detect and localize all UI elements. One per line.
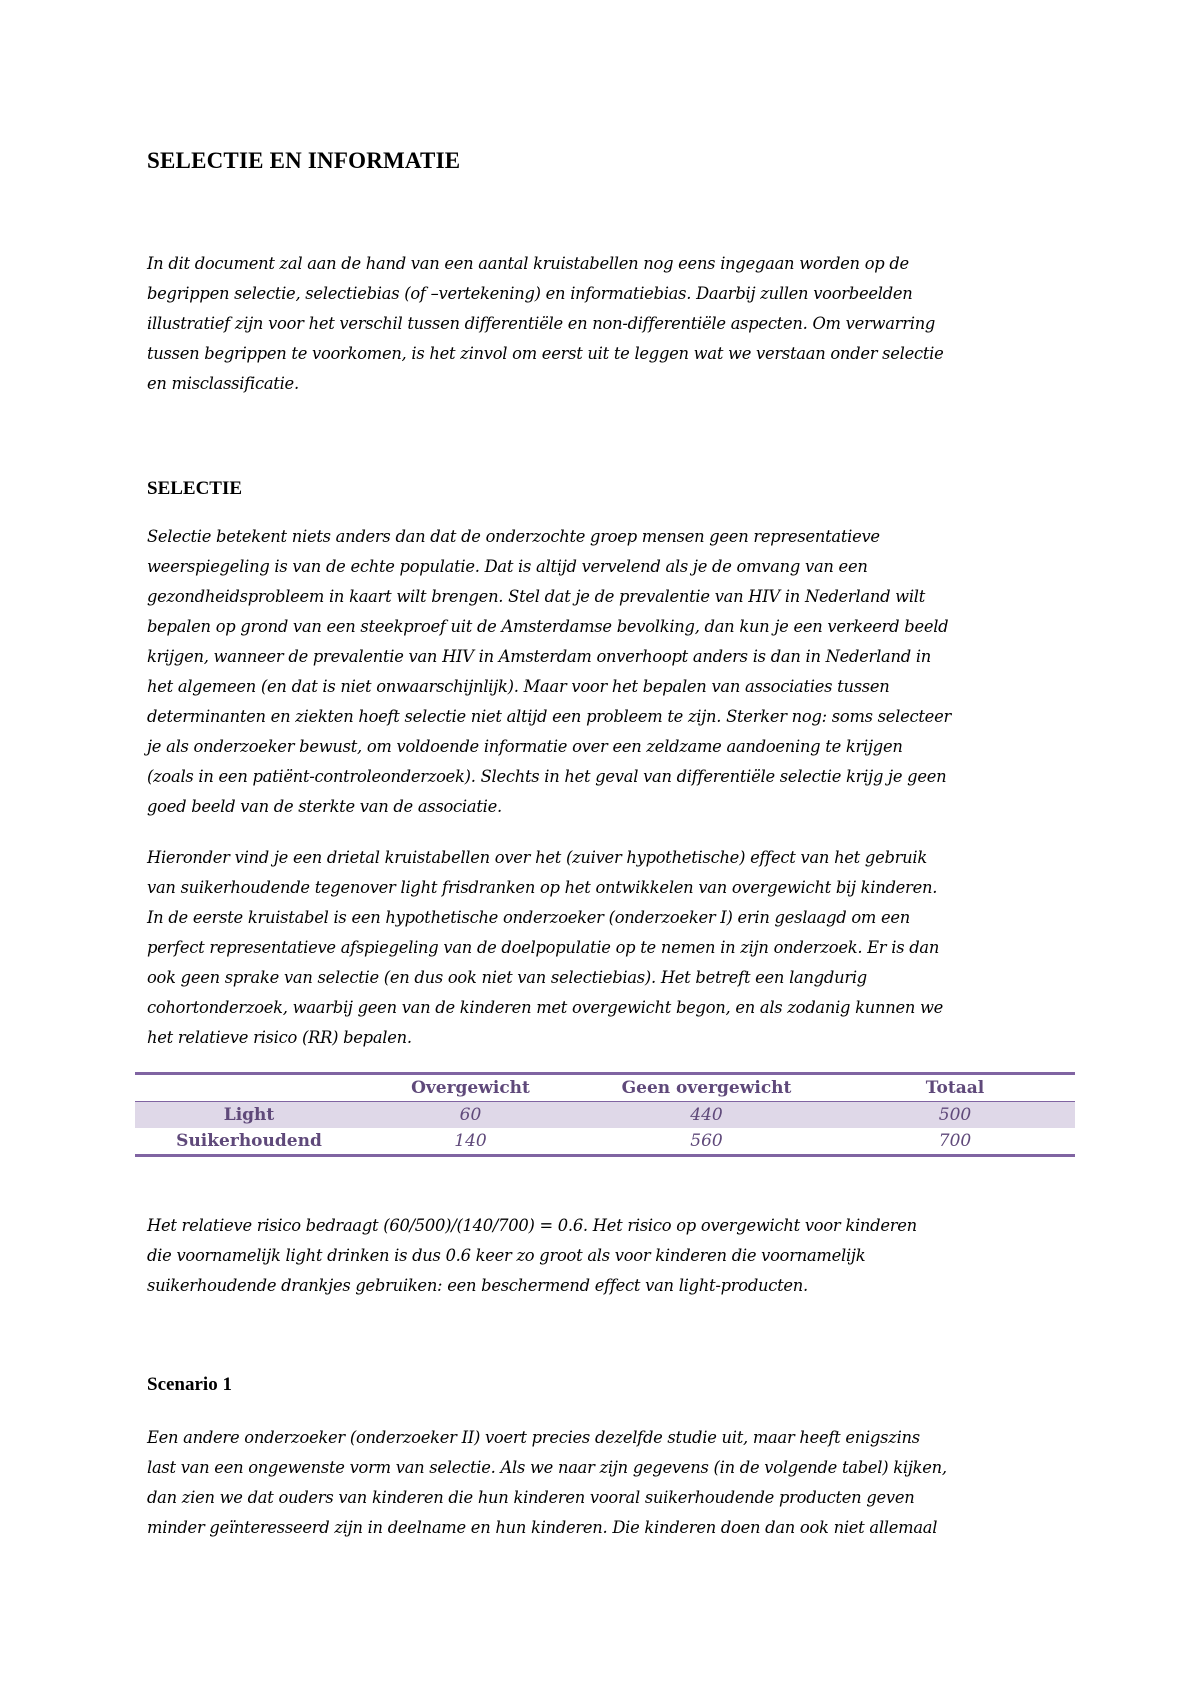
text-line: suikerhoudende drankjes gebruiken: een beschermend effect van light-producten. <box>147 1276 808 1295</box>
text-line: ook geen sprake van selectie (en dus ook niet van selectiebias). Het betreft een langdurig <box>147 968 867 987</box>
text-line: goed beeld van de sterkte van de associatie. <box>147 797 502 816</box>
scenario-1-heading: Scenario 1 <box>147 1374 232 1395</box>
after-table-paragraph <box>147 1211 1062 1301</box>
text-line: (zoals in een patiënt-controleonderzoek). Slechts in het geval van differentiële selectie krijg je geen <box>147 767 947 786</box>
table-cell: 500 <box>938 1105 972 1125</box>
table-header-row <box>135 1074 1075 1102</box>
scenario-1-paragraph <box>147 1423 1062 1543</box>
text-line: Het relatieve risico bedraagt (60/500)/(140/700) = 0.6. Het risico op overgewicht voor kinderen <box>147 1216 917 1235</box>
text-line: In dit document zal aan de hand van een aantal kruistabellen nog eens ingegaan worden op de <box>147 254 909 273</box>
text-line: determinanten en ziekten hoeft selectie niet altijd een probleem te zijn. Sterker nog: soms selecteer <box>147 707 951 726</box>
text-line: gezondheidsprobleem in kaart wilt brengen. Stel dat je de prevalentie van HIV in Nederland wilt <box>147 587 926 606</box>
cross-table <box>135 1072 1075 1157</box>
text-line: het algemeen (en dat is niet onwaarschijnlijk). Maar voor het bepalen van associaties tussen <box>147 677 890 696</box>
text-line: perfect representatieve afspiegeling van de doelpopulatie op te nemen in zijn onderzoek. Er is dan <box>147 938 940 957</box>
text-line: cohortonderzoek, waarbij geen van de kinderen met overgewicht begon, en als zodanig kunnen we <box>147 998 944 1017</box>
row-label: Light <box>223 1105 275 1125</box>
table-header-cell: Overgewicht <box>411 1078 530 1098</box>
text-line: bepalen op grond van een steekproef uit de Amsterdamse bevolking, dan kun je een verkeerd beeld <box>147 617 949 636</box>
table-cell: 440 <box>690 1105 723 1125</box>
table-header-cell: Geen overgewicht <box>621 1078 792 1098</box>
table-header-cell <box>135 1074 363 1102</box>
table-cell: 560 <box>690 1131 723 1151</box>
text-line: In de eerste kruistabel is een hypothetische onderzoeker (onderzoeker I) erin geslaagd om een <box>147 908 911 927</box>
page-title: SELECTIE EN INFORMATIE <box>147 148 461 173</box>
selectie-paragraph-1 <box>147 522 1062 822</box>
text-line: Een andere onderzoeker (onderzoeker II) voert precies dezelfde studie uit, maar heeft enigszins <box>147 1428 920 1447</box>
text-line: die voornamelijk light drinken is dus 0.6 keer zo groot als voor kinderen die voornamelijk <box>147 1246 866 1265</box>
table-cell: 140 <box>454 1131 487 1151</box>
text-line: Selectie betekent niets anders dan dat de onderzochte groep mensen geen representatieve <box>147 527 880 546</box>
row-label: Suikerhoudend <box>176 1131 322 1151</box>
text-line: het relatieve risico (RR) bepalen. <box>147 1028 412 1047</box>
table-row <box>135 1128 1075 1156</box>
text-line: minder geïnteresseerd zijn in deelname en hun kinderen. Die kinderen doen dan ook niet allemaal <box>147 1518 938 1537</box>
intro-paragraph <box>147 249 1062 399</box>
text-line: weerspiegeling is van de echte populatie. Dat is altijd vervelend als je de omvang van een <box>147 557 868 576</box>
text-line: Hieronder vind je een drietal kruistabellen over het (zuiver hypothetische) effect van het gebruik <box>147 848 927 867</box>
table-cell: 700 <box>938 1131 972 1151</box>
text-line: je als onderzoeker bewust, om voldoende informatie over een zeldzame aandoening te krijgen <box>147 737 903 756</box>
table-row <box>135 1102 1075 1129</box>
text-line: en misclassificatie. <box>147 374 299 393</box>
text-line: dan zien we dat ouders van kinderen die hun kinderen vooral suikerhoudende producten geven <box>147 1488 915 1507</box>
text-line: tussen begrippen te voorkomen, is het zinvol om eerst uit te leggen wat we verstaan onder selectie <box>147 344 944 363</box>
selectie-paragraph-2 <box>147 843 1062 1053</box>
table-header-cell: Totaal <box>925 1078 985 1098</box>
section-heading-selectie: SELECTIE <box>147 478 243 499</box>
text-line: krijgen, wanneer de prevalentie van HIV in Amsterdam onverhoopt anders is dan in Nederland in <box>147 647 932 666</box>
text-line: van suikerhoudende tegenover light frisdranken op het ontwikkelen van overgewicht bij kinderen. <box>147 878 938 897</box>
text-line: begrippen selectie, selectiebias (of –vertekening) en informatiebias. Daarbij zullen voorbeelden <box>147 284 913 303</box>
table-cell: 60 <box>459 1105 482 1125</box>
text-line: illustratief zijn voor het verschil tussen differentiële en non-differentiële aspecten. Om verwarring <box>147 314 936 333</box>
text-line: last van een ongewenste vorm van selectie. Als we naar zijn gegevens (in de volgende tabel) kijken, <box>147 1458 947 1477</box>
